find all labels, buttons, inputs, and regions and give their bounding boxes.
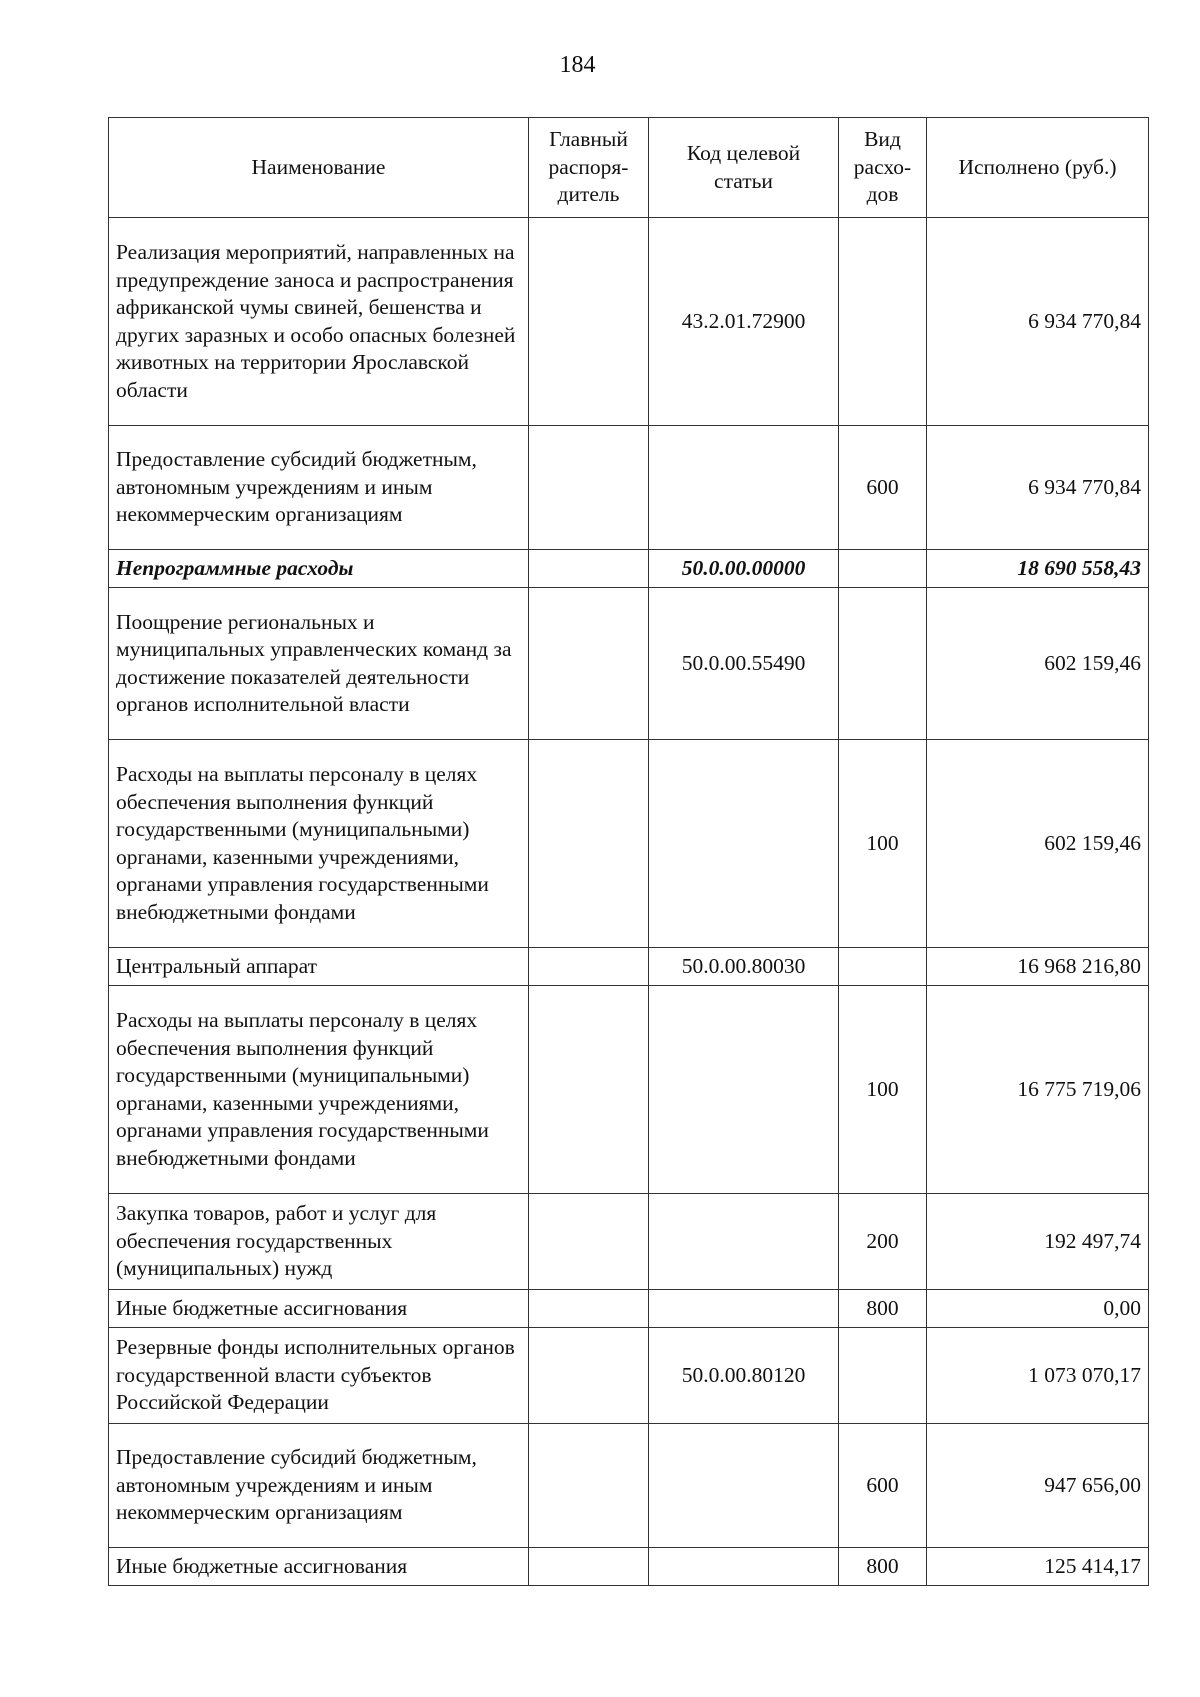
row-type: 100 bbox=[839, 986, 927, 1194]
row-manager bbox=[529, 550, 649, 588]
page-number: 184 bbox=[559, 52, 596, 78]
row-executed: 947 656,00 bbox=[927, 1424, 1149, 1548]
row-type bbox=[839, 948, 927, 986]
table-row bbox=[109, 740, 1149, 948]
row-executed: 16 968 216,80 bbox=[927, 948, 1149, 986]
row-executed: 192 497,74 bbox=[927, 1194, 1149, 1290]
row-code: 50.0.00.55490 bbox=[649, 588, 839, 740]
row-executed: 6 934 770,84 bbox=[927, 426, 1149, 550]
row-executed: 18 690 558,43 bbox=[927, 550, 1149, 588]
row-code bbox=[649, 1424, 839, 1548]
row-name: Реализация мероприятий, направленных на предупреждение заноса и распространения африканской чумы свиней, бешенства и других заразных и особо опасных болезней животных на территории Ярославской области bbox=[109, 218, 529, 426]
row-type bbox=[839, 218, 927, 426]
row-code: 50.0.00.80120 bbox=[649, 1328, 839, 1424]
row-type: 200 bbox=[839, 1194, 927, 1290]
table-row bbox=[109, 986, 1149, 1194]
header-executed: Исполнено (руб.) bbox=[927, 118, 1149, 218]
row-manager bbox=[529, 1194, 649, 1290]
header-code: Код целевой статьи bbox=[649, 118, 839, 218]
header-name: Наименование bbox=[109, 118, 529, 218]
table-row bbox=[109, 948, 1149, 986]
table-row bbox=[109, 588, 1149, 740]
row-type bbox=[839, 550, 927, 588]
row-code bbox=[649, 1194, 839, 1290]
row-name: Иные бюджетные ассигнования bbox=[109, 1548, 529, 1586]
row-executed: 0,00 bbox=[927, 1290, 1149, 1328]
row-code bbox=[649, 426, 839, 550]
row-name: Закупка товаров, работ и услуг для обеспечения государственных (муниципальных) нужд bbox=[109, 1194, 529, 1290]
row-executed: 16 775 719,06 bbox=[927, 986, 1149, 1194]
row-type: 100 bbox=[839, 740, 927, 948]
budget-table bbox=[108, 117, 1149, 1586]
row-type: 800 bbox=[839, 1548, 927, 1586]
row-manager bbox=[529, 986, 649, 1194]
row-manager bbox=[529, 426, 649, 550]
row-type bbox=[839, 1328, 927, 1424]
row-executed: 125 414,17 bbox=[927, 1548, 1149, 1586]
row-type: 600 bbox=[839, 426, 927, 550]
table-row bbox=[109, 1424, 1149, 1548]
row-name: Центральный аппарат bbox=[109, 948, 529, 986]
row-name: Предоставление субсидий бюджетным, автономным учреждениям и иным некоммерческим организациям bbox=[109, 1424, 529, 1548]
table-row bbox=[109, 1194, 1149, 1290]
row-manager bbox=[529, 588, 649, 740]
row-code bbox=[649, 740, 839, 948]
row-name: Непрограммные расходы bbox=[109, 550, 529, 588]
row-name: Резервные фонды исполнительных органов государственной власти субъектов Российской Федерации bbox=[109, 1328, 529, 1424]
row-code: 50.0.00.00000 bbox=[649, 550, 839, 588]
row-name: Расходы на выплаты персоналу в целях обеспечения выполнения функций государственными (муниципальными) органами, казенными учреждениями, органами управления государственными внебюджетными фондами bbox=[109, 740, 529, 948]
table-row bbox=[109, 218, 1149, 426]
header-type: Вид расхо-дов bbox=[839, 118, 927, 218]
row-name: Расходы на выплаты персоналу в целях обеспечения выполнения функций государственными (муниципальными) органами, казенными учреждениями, органами управления государственными внебюджетными фондами bbox=[109, 986, 529, 1194]
table-header-row bbox=[109, 118, 1149, 218]
table-row bbox=[109, 1290, 1149, 1328]
row-manager bbox=[529, 948, 649, 986]
row-manager bbox=[529, 1424, 649, 1548]
row-manager bbox=[529, 1548, 649, 1586]
row-manager bbox=[529, 1290, 649, 1328]
row-code: 43.2.01.72900 bbox=[649, 218, 839, 426]
row-executed: 1 073 070,17 bbox=[927, 1328, 1149, 1424]
row-executed: 602 159,46 bbox=[927, 740, 1149, 948]
row-manager bbox=[529, 218, 649, 426]
row-type bbox=[839, 588, 927, 740]
row-manager bbox=[529, 740, 649, 948]
row-type: 800 bbox=[839, 1290, 927, 1328]
row-executed: 602 159,46 bbox=[927, 588, 1149, 740]
row-code bbox=[649, 1548, 839, 1586]
row-name: Иные бюджетные ассигнования bbox=[109, 1290, 529, 1328]
row-code bbox=[649, 986, 839, 1194]
row-type: 600 bbox=[839, 1424, 927, 1548]
table-row bbox=[109, 1548, 1149, 1586]
row-name: Поощрение региональных и муниципальных управленческих команд за достижение показателей деятельности органов исполнительной власти bbox=[109, 588, 529, 740]
header-manager: Главный распоря-дитель bbox=[529, 118, 649, 218]
row-code: 50.0.00.80030 bbox=[649, 948, 839, 986]
table-row-section bbox=[109, 550, 1149, 588]
row-executed: 6 934 770,84 bbox=[927, 218, 1149, 426]
row-name: Предоставление субсидий бюджетным, автономным учреждениям и иным некоммерческим организациям bbox=[109, 426, 529, 550]
row-manager bbox=[529, 1328, 649, 1424]
table-row bbox=[109, 1328, 1149, 1424]
table-row bbox=[109, 426, 1149, 550]
row-code bbox=[649, 1290, 839, 1328]
